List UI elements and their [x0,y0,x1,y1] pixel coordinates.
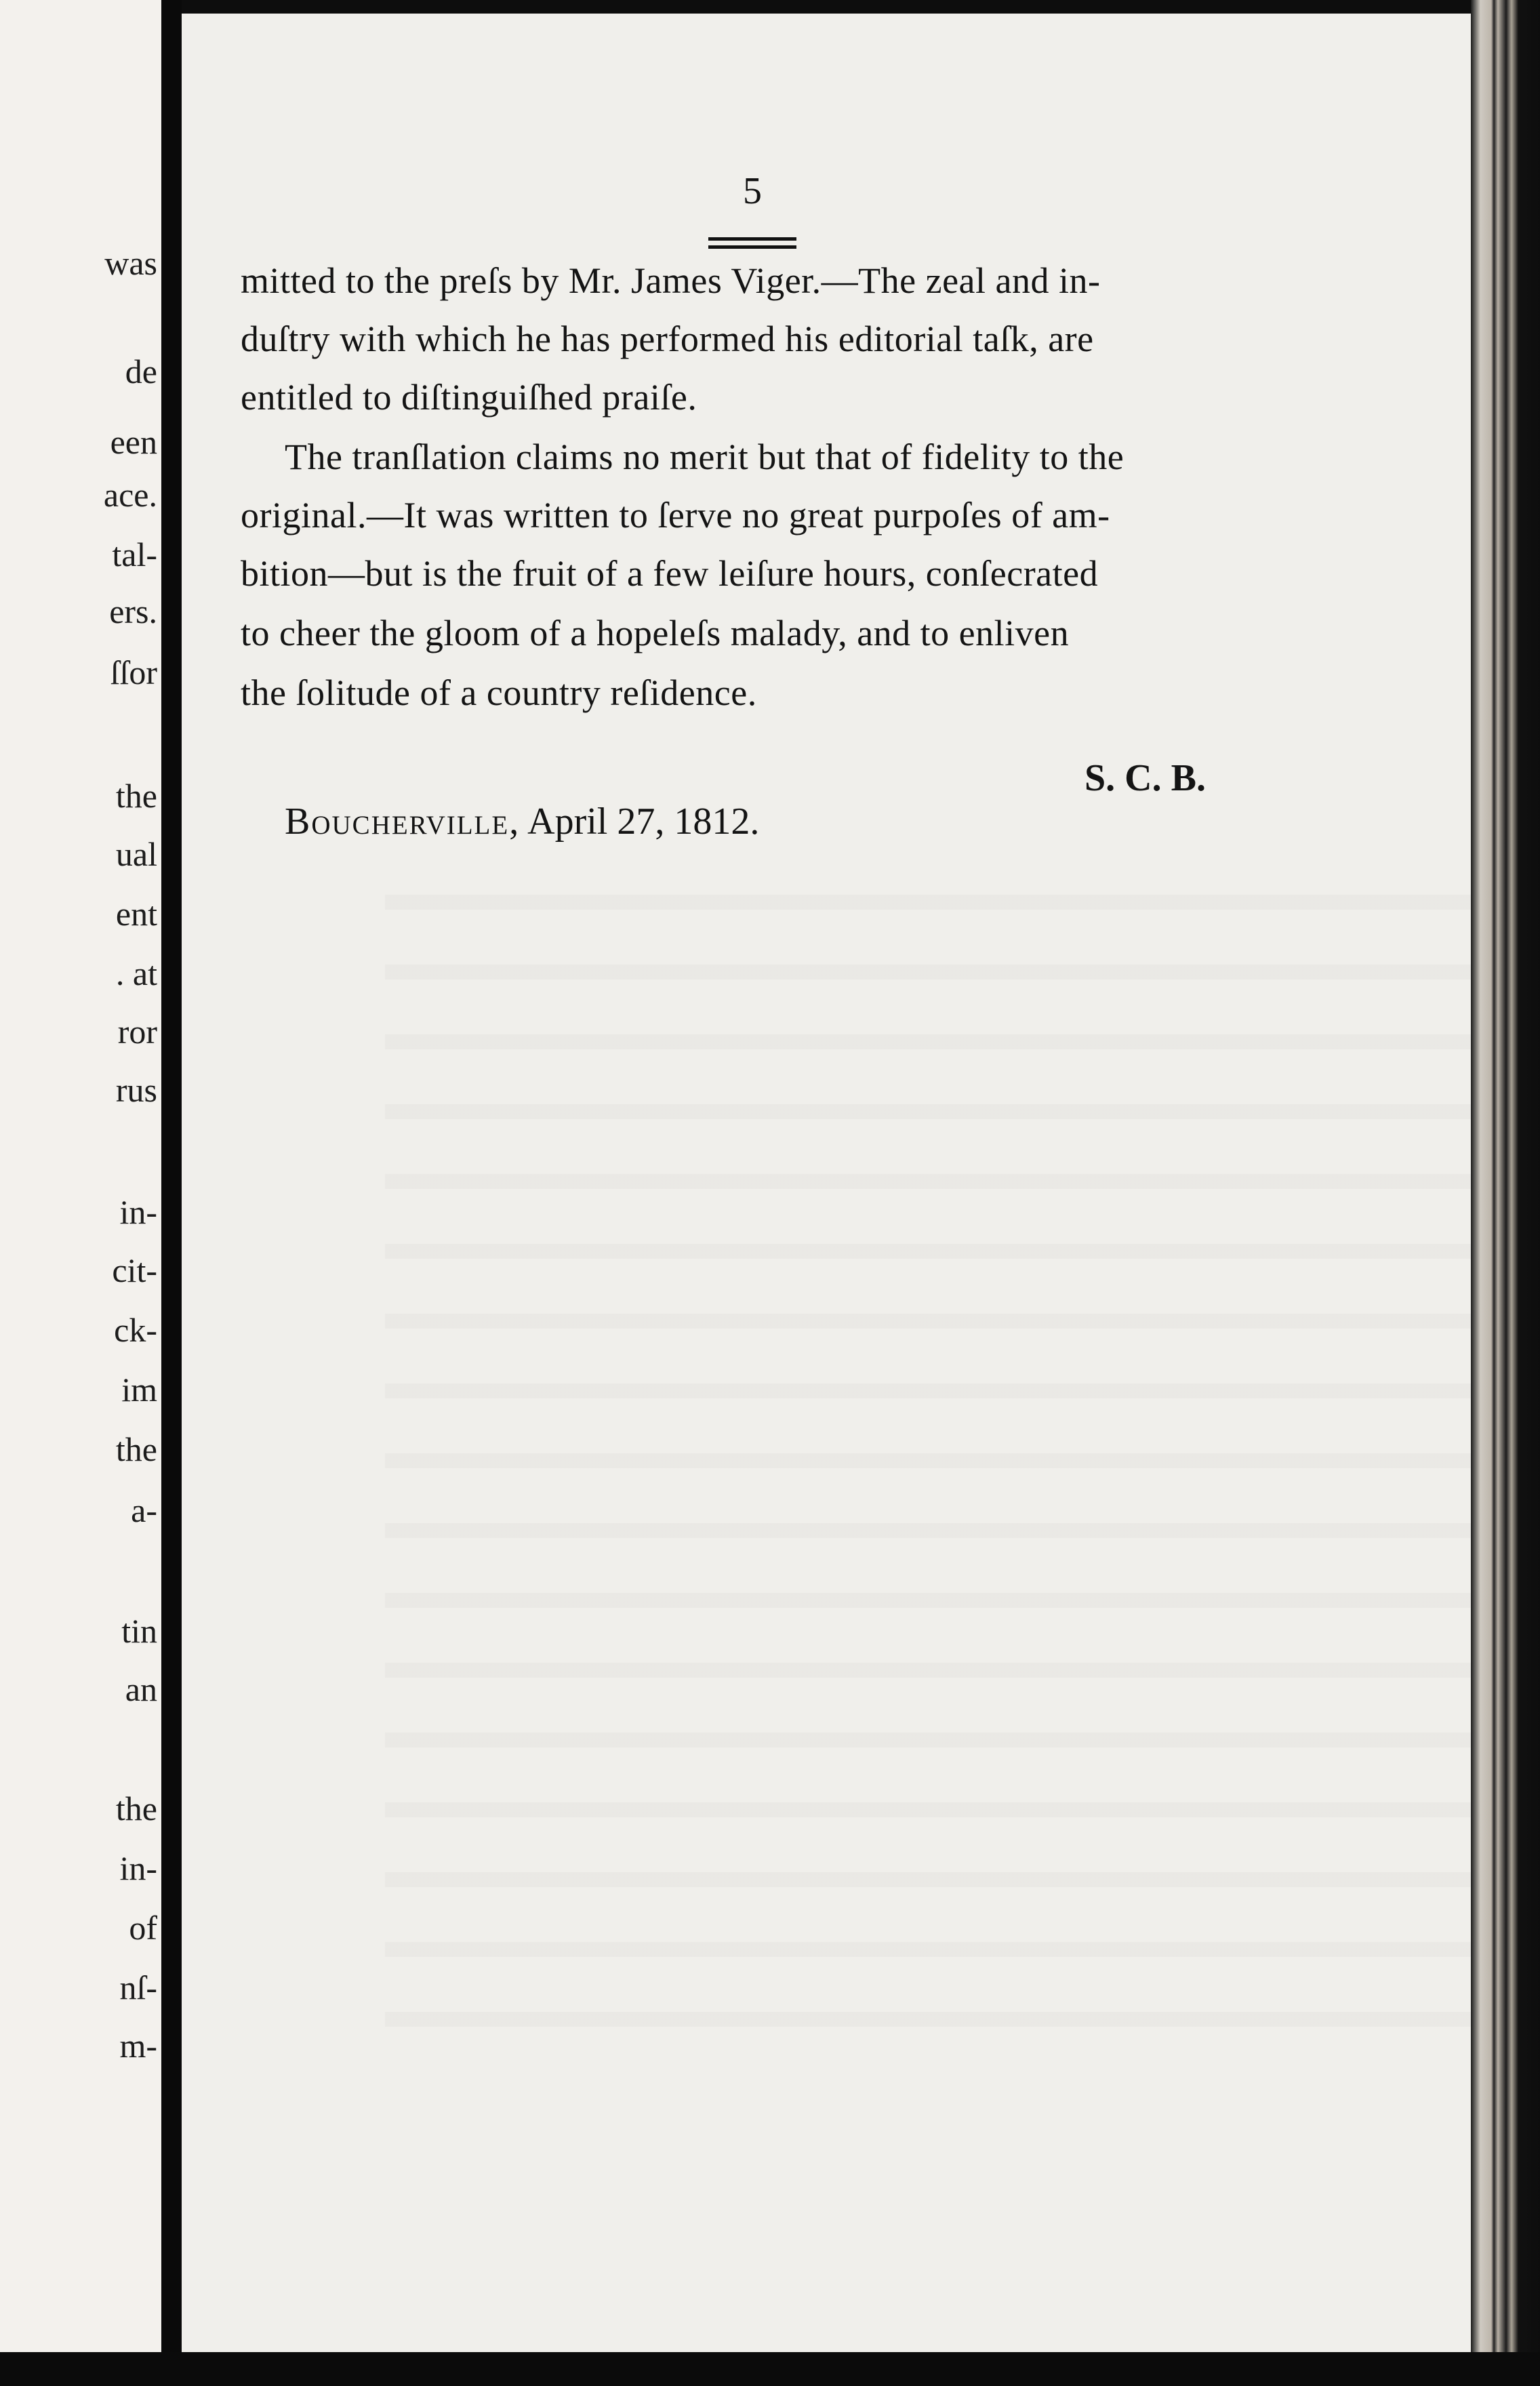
body-line: the ſolitude of a country reſidence. [241,672,757,713]
facing-page-line: the [115,1790,157,1827]
show-through-text [385,868,1497,2054]
facing-page-line: a- [131,1491,157,1529]
dateline-date: April 27, 1812. [527,801,760,843]
facing-page-line: tin [121,1612,157,1650]
facing-page-line: of [129,1909,157,1947]
body-line: mitted to the preſs by Mr. James Viger.—The zeal and in- [241,260,1101,301]
facing-page-line: ers. [109,592,157,630]
dateline [285,800,759,843]
facing-page-line: m- [119,2027,157,2065]
facing-page-line: rus [115,1071,157,1109]
facing-page-line: ual [115,835,157,873]
header-rule [708,245,796,249]
body-line: original.—It was written to ſerve no great purpoſes of am- [241,495,1110,535]
page [182,14,1483,2352]
facing-page-line: in- [119,1849,157,1887]
facing-page-line: was [104,244,157,282]
facing-page-line: im [121,1371,157,1409]
page-edges [1471,0,1540,2386]
facing-page-line: . at [115,954,157,992]
dateline-place: Boucherville, [285,801,521,843]
facing-page-line: ck- [114,1311,157,1349]
facing-page-line: ſſor [110,653,157,691]
facing-page-line: tal- [112,535,157,573]
facing-page-line: ace. [103,476,157,514]
facing-page-line: ror [117,1013,157,1051]
header-rule [708,237,796,241]
facing-page-line: nſ- [119,1968,157,2006]
facing-page-line: the [115,777,157,815]
scan-bottom-border [0,2352,1540,2386]
page-number: 5 [743,170,762,212]
facing-page-line: in- [119,1193,157,1231]
facing-page-line: cit- [112,1251,157,1289]
signature-initials: S. C. B. [1085,757,1206,799]
body-line: duſtry with which he has performed his editorial taſk, are [241,319,1094,359]
book-gutter [161,0,182,2386]
facing-page-line: an [125,1670,157,1708]
facing-page-line: the [115,1430,157,1468]
facing-page-fragment [0,0,161,2352]
facing-page-line: ent [115,895,157,933]
facing-page-line: een [110,423,157,461]
facing-page-line: de [125,352,157,390]
body-line: to cheer the gloom of a hopeleſs malady, and to enliven [241,613,1070,653]
body-line: entitled to diſtinguiſhed praiſe. [241,377,697,418]
body-line: bition—but is the fruit of a few leiſure hours, conſecrated [241,553,1099,594]
body-line: The tranſlation claims no merit but that of fidelity to the [285,437,1124,477]
